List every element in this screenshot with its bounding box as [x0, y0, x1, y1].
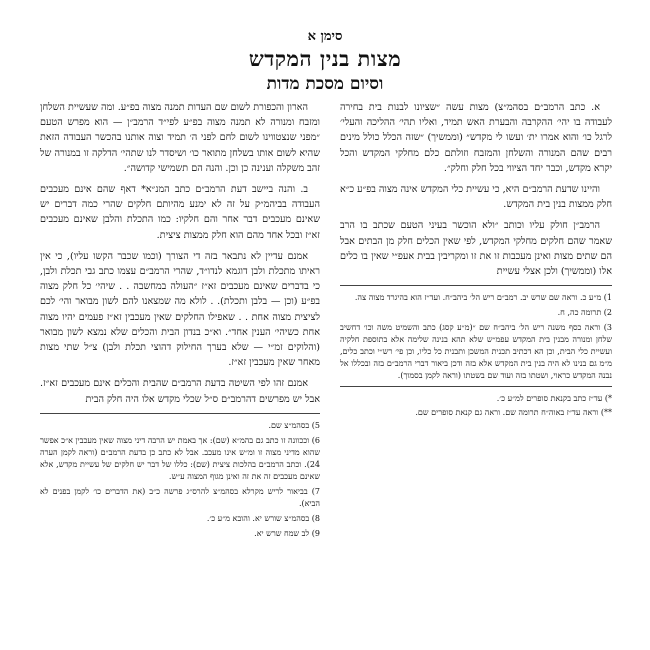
page-title: מצות בנין המקדש — [248, 46, 402, 71]
footnote-divider — [340, 285, 612, 286]
paragraph: ב. והנה ביישב דעת הרמב״ם כתב המנ״א* דאף שהם אינם מעכבים העבודה בביהמ״ק על זה לא ימנע מהיותם חלקים שהרי כמה דברים יש שאינם מעכבים דבר אחר והם חלקיו: כמו התכלת והלבן שאינם מעכבים זא״ז ובכל אחד מהם הוא חלק ממצות ציצית. — [40, 184, 320, 241]
footnote: 3) וראה כסף משנה ריש הל׳ ביהב״ח שם ״(מ״ע קסג) כתב והשמיט משה וכו׳ דחשיב שלחן ומנורה מבנין בית המקדש עפמ״ש שלא תהא בנינה שלימה אלא בתוספת חלקיה ועשיית כלי הבית, וכן הא דכתיב תכנית המשכן ותבנית כל כליו, וכן פי׳ רש״י וכתב כלים, מ״מ גם בנינו לא היה בנין בית המקדש אלא בזה ודכן ביאור דברי הרמב״ם בזה ובכללו אל נבנה המקדש כראוי, ושטתו בזה ועוד שם בשטתו (וראה לקמן בסמוך). — [340, 323, 612, 381]
siman-heading: סימן א — [307, 29, 343, 44]
footnote: 1) מ״ע כ. וראה שם שרש יב. רמב״ם ריש הל׳ ביהב״ח. ועד״ז הוא בהיגרד מצוה צה. — [354, 293, 612, 303]
star-note: **) וראה עד״ז באוה״ח תרומה שם. וראה גם קנאת סופרים שם. — [415, 407, 612, 417]
paragraph: א. כתב הרמב״ם בסהמ״צ) מצות עשה ״שציונו לבנות בית בחירה לעבודה בו יהי׳ ההקרבה והבערת האש תמיד, ואליו תהי׳ ההליכה והעלי׳ לרגל כו׳ והוא אמרו ית׳ ועשו לי מקדש״ (וממשיך) ״שזה הכלל כולל מינים רבים שהם המנורה והשלחן והמזבח וזולתם כלם מחלקי המקדש והכל יקרא מקדש, וכבר יחד הציווי בכל חלק וחלק״. — [340, 102, 612, 174]
page-subtitle: וסיום מסכת מדות — [266, 74, 384, 94]
paragraph: והיינו שדעת הרמב״ם היא, כי עשיית כלי המקדש אינה מצוה בפ״ע כ״א חלק ממצות בנין בית המקדש. — [340, 184, 612, 211]
left-column — [40, 100, 320, 543]
paragraph: הרמב״ן חולק עליו וכותב ״ולא הוכשר בעיני הטעם שכתב בו הרב שאמר שהם חלקים מחלקי המקדש, לפי שאין הכלים חלק מן הבתים אבל הם שתים מצות ואינן מעכבות זו את זו ומקריבין בבית אעפ״י שאין בו כלים אלו (וממשיך) ולכן אצלי עשיית — [340, 220, 612, 278]
footnote-divider — [40, 413, 320, 414]
footnote: 6) וככוונה זו כתב גם בהמ״א (שם): אך באמת יש הרבה דיני מצוה שאין מעכבין א״כ אפשר שהוא מדיני מצוה זו ומ״ש אינו מעכב. אבל לא כתב כן בדעת הרמב״ם (וראה לקמן הערה 24). וכתב הרמב״ם בהלכות ציצית (שם): כללו של דבר יש חלקים של עשיית מקדש, אלא שאינם מעכבים זה את זה ואינן מגוף המצוה ע״ש. — [40, 435, 320, 481]
star-note: *) עד״ז כתב בקנאת סופרים למ״ע כ׳. — [496, 394, 612, 404]
footnote: 5) בסהמ״צ שם. — [268, 420, 320, 430]
footnote: 8) בסהמ״צ שורש יא. והובא מ״ע כ׳. — [206, 513, 320, 523]
paragraph: אמנם זהו לפי השיטה בדעת הרמב״ם שהבית והכלים אינם מעכבים זא״ז. אבל יש מפרשים דהרמב״ם ס״ל שכלי מקדש אלו היה חלק הבית — [40, 378, 320, 405]
footnote: 7) בביאור לריש מקרלא בסהמ״צ להרס״ג פרשה כ״ב (את הדברים כו׳ לקמן בפנים לא הביא). — [40, 486, 320, 508]
footnote: 9) לב שמח שרש יא. — [254, 528, 320, 538]
right-column — [340, 100, 612, 420]
paragraph: אמנם עדיין לא נתבאר בזה די הצורך (וכמו שכבר הקשו עליו), כי אין ראיתו מתכלת ולבן דוגמא לנדו״ד, שהרי הרמב״ם עצמו כתב גבי תכלת ולבן, כי בדברים שאינם מעכבים זא״ז ״העולה במחשבה . . שיהי׳ כל חלק מצוה בפ״ע (וכן — בלבן ותכלת). . לולא מה שמצאנו להם לשון מבואר והי׳ לכם לציצית מצוה אחת . . שאפילו החלקים שאין מעכבין זא״ז פעמים יהיו מצוה אחת כשיהי׳ הענין אחד״. וא״כ בנדון הבית והכלים שלא נמצא לשון מבואר (והלוקים זמ״י — שלא בערך החילוק דהוצי תכלת ולבן) צ״ל שתי מצות מאחר שאין מעכבין זא״ז. — [40, 250, 320, 369]
footnote: 2) תרומה כה, ח. — [557, 308, 612, 318]
paragraph: הארון והכפורת לשום שם העדות תמנה מצוה בפ״ע. ומה שעשיית השלחן ומזבח ומנורה לא תמנה מצוה בפ״ע לפי״ד הרמב״ן — הוא מפרש הטעם ״מפני שנצטווינו לשום לחם לפני ה׳ תמיד וצוה אותנו בהכשר העבודה הזאת שהיא לשום אותו בשלחן מתואר כו׳ ושיסדר לנו שתהי׳ הדלקה זו במנורה של זהב משקלה וענינה כן וכן. והנה הם תשמישי קדושה״. — [40, 102, 320, 174]
star-note-divider — [340, 386, 612, 387]
